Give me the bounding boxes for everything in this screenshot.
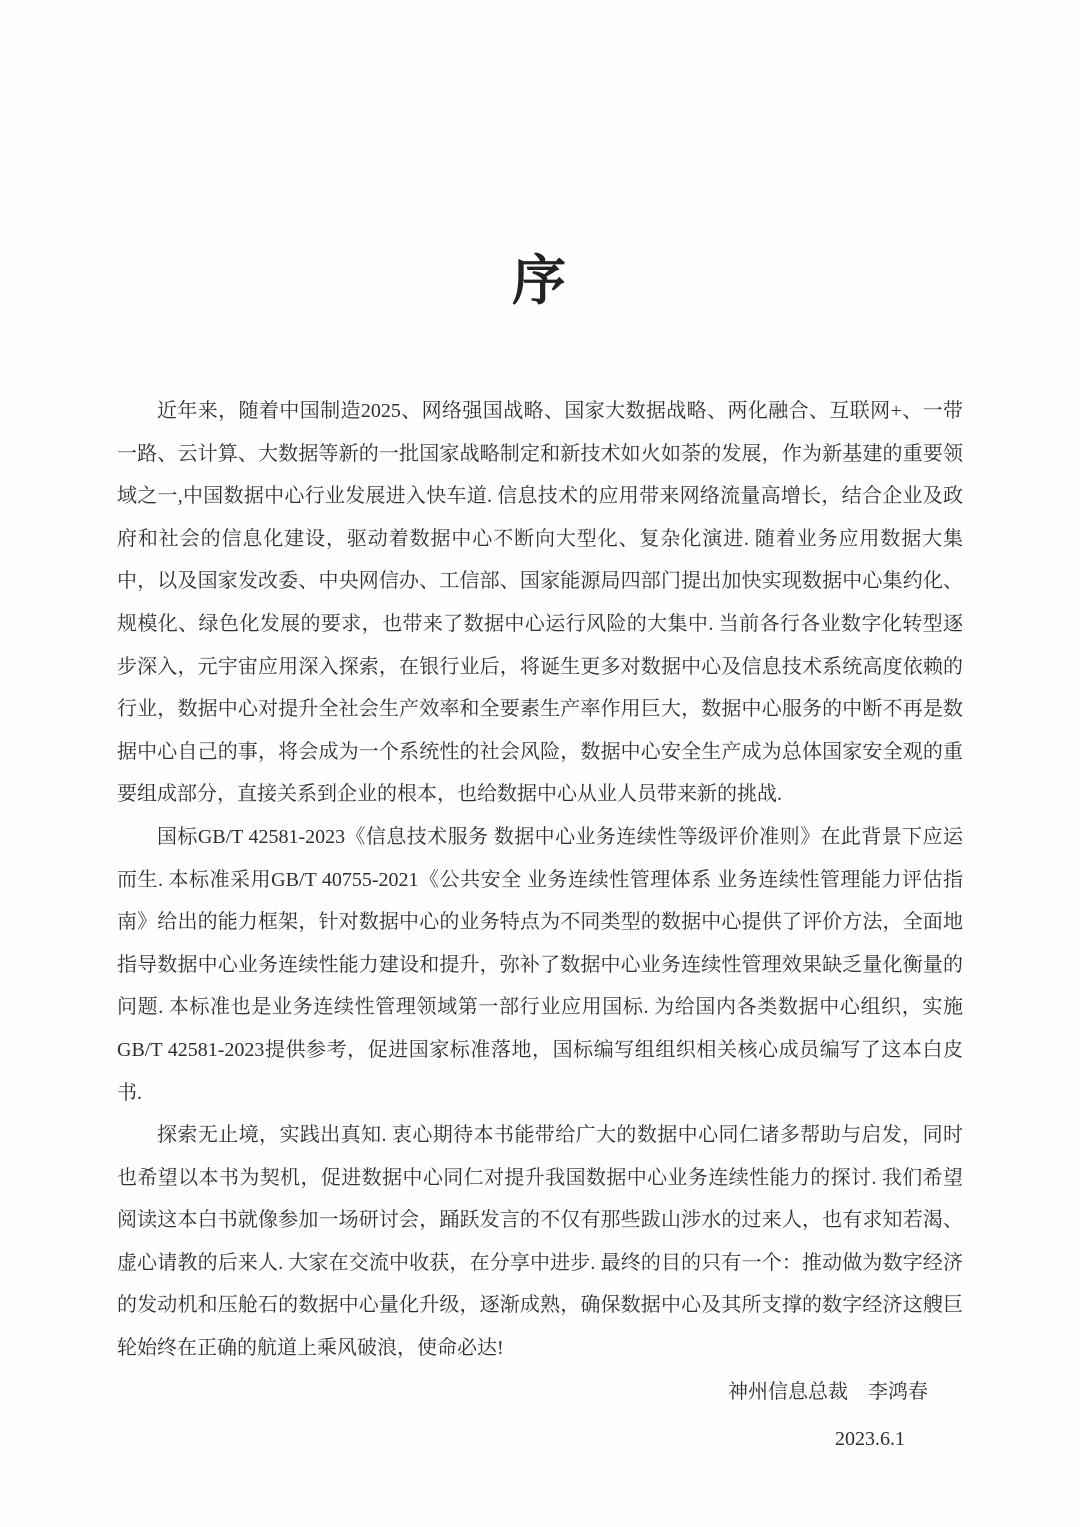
page-title: 序 (512, 251, 568, 311)
preface-paragraph-3: 探索无止境，实践出真知. 衷心期待本书能带给广大的数据中心同仁诸多帮助与启发，同时也希望以本书为契机，促进数据中心同仁对提升我国数据中心业务连续性能力的探讨. 我们希望阅读这本白书就像参加一场研讨会，踊跃发言的不仅有那些跋山涉水的过来人，也有求知若渴、虚心请教的后来人. 大家在交流中收获，在分享中进步. 最终的目的只有一个：推动做为数字经济的发动机和压舱石的数据中心量化升级，逐渐成熟，确保数据中心及其所支撑的数字经济这艘巨轮始终在正确的航道上乘风破浪，使命必达! (117, 1124, 963, 1360)
preface-body (117, 390, 963, 1461)
signature-line: 神州信息总裁 李鸿春 (728, 1380, 928, 1403)
preface-paragraph-2: 国标GB/T 42581-2023《信息技术服务 数据中心业务连续性等级评价准则》在此背景下应运而生. 本标准采用GB/T 40755-2021《公共安全 业务连续性管理体系 业务连续性管理能力评估指南》给出的能力框架，针对数据中心的业务特点为不同类型的数据中心提供了评价方法，全面地指导数据中心业务连续性能力建设和提升，弥补了数据中心业务连续性管理效果缺乏量化衡量的问题. 本标准也是业务连续性管理领域第一部行业应用国标. 为给国内各类数据中心组织，实施GB/T 42581-2023提供参考，促进国家标准落地，国标编写组组织相关核心成员编写了这本白皮书. (117, 825, 963, 1104)
signature-date: 2023.6.1 (835, 1428, 905, 1451)
preface-paragraph-1: 近年来，随着中国制造2025、网络强国战略、国家大数据战略、两化融合、互联网+、一带一路、云计算、大数据等新的一批国家战略制定和新技术如火如荼的发展，作为新基建的重要领域之一,中国数据中心行业发展进入快车道. 信息技术的应用带来网络流量高增长，结合企业及政府和社会的信息化建设，驱动着数据中心不断向大型化、复杂化演进. 随着业务应用数据大集中，以及国家发改委、中央网信办、工信部、国家能源局四部门提出加快实现数据中心集约化、规模化、绿色化发展的要求，也带来了数据中心运行风险的大集中. 当前各行各业数字化转型逐步深入，元宇宙应用深入探索，在银行业后，将诞生更多对数据中心及信息技术系统高度依赖的行业，数据中心对提升全社会生产效率和全要素生产率作用巨大，数据中心服务的中断不再是数据中心自己的事，将会成为一个系统性的社会风险，数据中心安全生产成为总体国家安全观的重要组成部分，直接关系到企业的根本，也给数据中心从业人员带来新的挑战. (117, 400, 963, 806)
